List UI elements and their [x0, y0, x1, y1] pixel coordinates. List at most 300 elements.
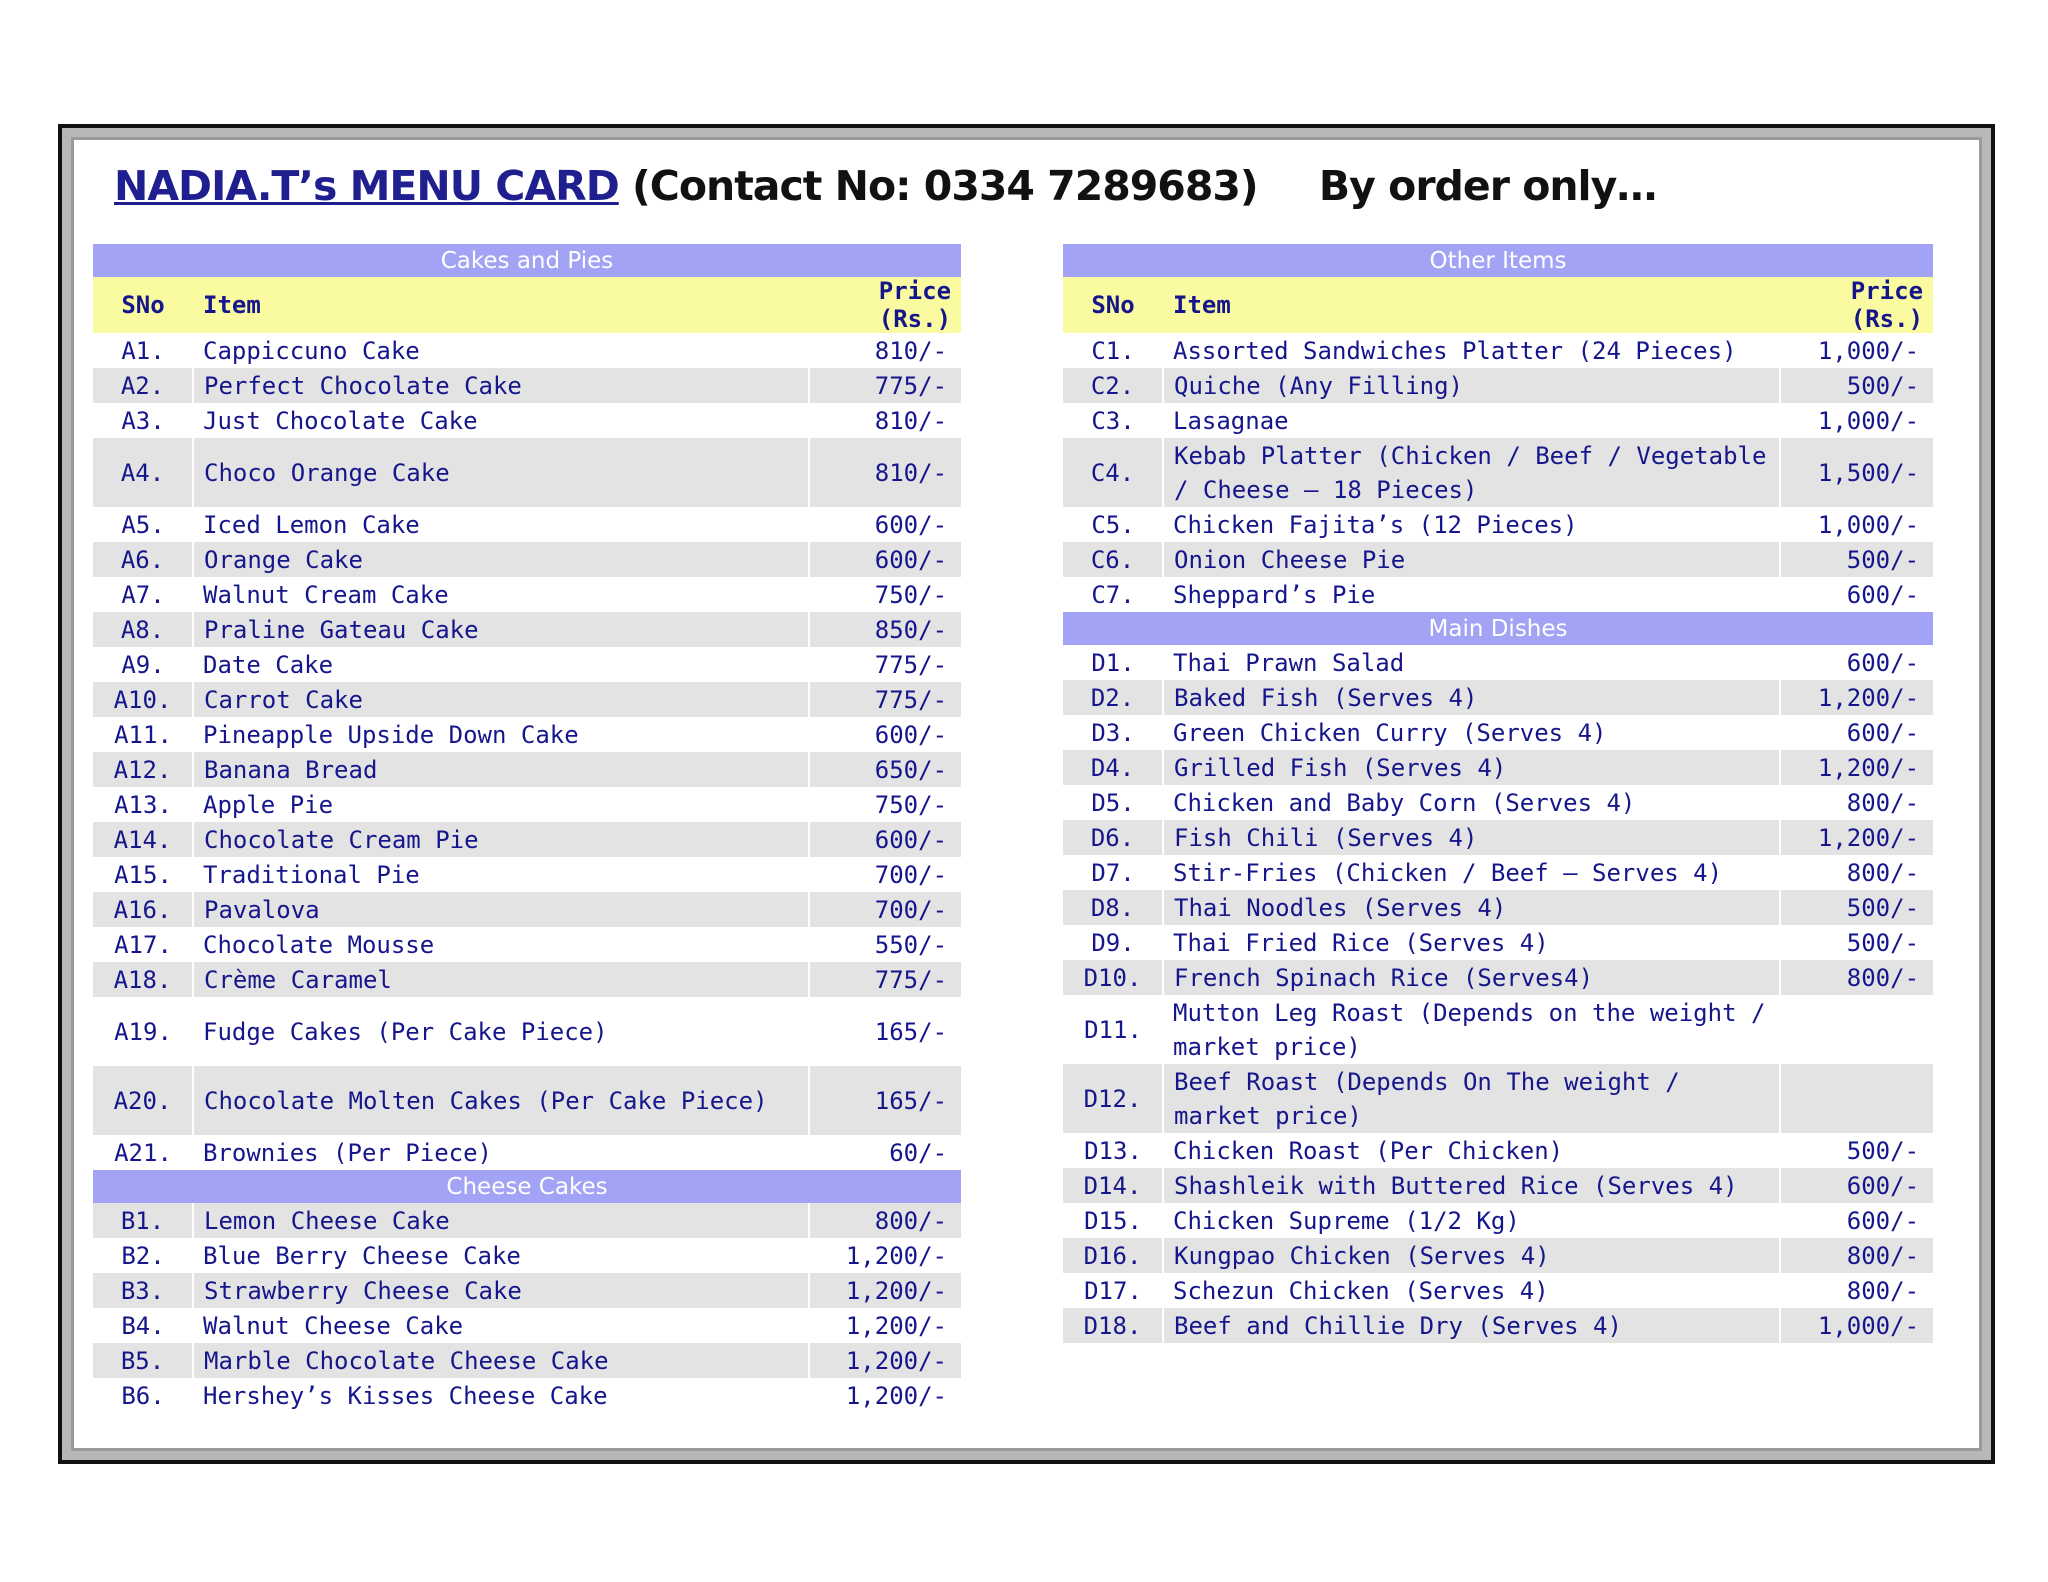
menu-row: [1063, 333, 1933, 368]
right-menu-table: [1063, 244, 1933, 1343]
item-sno-text: A16.: [113, 895, 172, 924]
menu-card: [71, 137, 1982, 1451]
item-sno: [93, 1308, 193, 1343]
menu-row: [1063, 403, 1933, 438]
item-name: [193, 612, 809, 647]
item-sno: [1063, 1203, 1163, 1238]
item-price: [809, 403, 961, 438]
menu-row: [1063, 1203, 1933, 1238]
item-price-text: 600/-: [1846, 718, 1920, 747]
item-price-text: 1,500/-: [1817, 458, 1920, 487]
item-sno-text: C1.: [1091, 336, 1135, 365]
item-price: [1780, 925, 1933, 960]
menu-row: [1063, 368, 1933, 403]
item-sno-text: A8.: [120, 615, 165, 644]
menu-row: [93, 1135, 961, 1170]
item-sno-text: D4.: [1090, 753, 1135, 782]
item-name: [193, 1308, 809, 1343]
contact-number: (Contact No: 0334 7289683): [632, 162, 1258, 210]
item-sno-text: A2.: [120, 371, 165, 400]
item-name-text: Crème Caramel: [204, 965, 392, 994]
menu-row: [93, 612, 961, 647]
column-header-item: Item: [193, 277, 809, 333]
item-sno-text: A15.: [114, 860, 172, 889]
item-price-text: 550/-: [874, 930, 948, 959]
item-name-text: Apple Pie: [203, 790, 334, 819]
item-price: [1780, 680, 1933, 715]
item-name: [193, 682, 809, 717]
item-name: [193, 1135, 809, 1170]
item-name-text: Chicken and Baby Corn (Serves 4): [1173, 788, 1636, 817]
item-price-text: 775/-: [874, 650, 948, 679]
item-price: [809, 927, 961, 962]
item-price-text: 810/-: [874, 458, 948, 487]
menu-row: [93, 1203, 961, 1238]
item-name-text: Pavalova: [204, 895, 320, 924]
item-name-text: Chicken Supreme (1/2 Kg): [1173, 1206, 1520, 1235]
item-name-text: Chicken Fajita’s (12 Pieces): [1173, 510, 1578, 539]
item-sno-text: A6.: [120, 545, 165, 574]
item-sno: [93, 403, 193, 438]
menu-card-frame: [58, 124, 1995, 1464]
item-price: [809, 1066, 961, 1135]
item-sno-text: A17.: [114, 930, 172, 959]
item-sno-text: D7.: [1091, 858, 1135, 887]
item-name-text: Chicken Roast (Per Chicken): [1173, 1136, 1564, 1165]
item-name: [1163, 542, 1780, 577]
item-sno-text: D14.: [1083, 1171, 1142, 1200]
menu-row: [93, 1066, 961, 1135]
item-name: [1163, 403, 1780, 438]
item-price: [1780, 855, 1933, 890]
item-name-text: Lemon Cheese Cake: [204, 1206, 450, 1235]
item-sno: [1063, 1168, 1163, 1203]
item-name: [193, 717, 809, 752]
item-sno: [1063, 577, 1163, 612]
item-name-text: Perfect Chocolate Cake: [204, 371, 522, 400]
item-name: [1163, 368, 1780, 403]
menu-row: [93, 857, 961, 892]
item-price: [1780, 368, 1933, 403]
item-name: [1163, 577, 1780, 612]
item-price: [1780, 577, 1933, 612]
item-name-text: Chocolate Cream Pie: [204, 825, 479, 854]
item-price-text: 750/-: [874, 580, 948, 609]
menu-row: [1063, 507, 1933, 542]
item-name: [1163, 1273, 1780, 1308]
item-price: [809, 1378, 961, 1413]
item-price-text: 1,000/-: [1817, 510, 1920, 539]
item-name-text: Onion Cheese Pie: [1174, 545, 1406, 574]
item-sno-text: A19.: [114, 1017, 172, 1046]
menu-row: [1063, 1273, 1933, 1308]
item-price-text: 810/-: [874, 406, 948, 435]
item-sno: [1063, 750, 1163, 785]
section-title: Cheese Cakes: [93, 1170, 961, 1203]
item-name-text: Walnut Cheese Cake: [203, 1311, 464, 1340]
item-sno: [1063, 333, 1163, 368]
item-price: [809, 822, 961, 857]
menu-row: [93, 333, 961, 368]
item-price-text: 1,200/-: [1817, 753, 1920, 782]
item-name-text: Traditional Pie: [203, 860, 420, 889]
item-name-text: Beef and Chillie Dry (Serves 4): [1174, 1311, 1622, 1340]
item-name-text: Blue Berry Cheese Cake: [203, 1241, 521, 1270]
item-sno-text: D6.: [1090, 823, 1135, 852]
menu-row: [1063, 577, 1933, 612]
item-price: [809, 1343, 961, 1378]
item-sno-text: A4.: [120, 458, 165, 487]
item-price: [809, 787, 961, 822]
menu-row: [93, 647, 961, 682]
item-price-text: 700/-: [874, 895, 948, 924]
menu-row: [1063, 680, 1933, 715]
menu-row: [1063, 925, 1933, 960]
item-sno: [93, 577, 193, 612]
item-price-text: 60/-: [889, 1138, 948, 1167]
menu-row: [93, 1238, 961, 1273]
item-sno-text: D9.: [1091, 928, 1135, 957]
item-name: [193, 368, 809, 403]
column-header-row: [93, 277, 961, 333]
item-price-text: 1,200/-: [845, 1276, 948, 1305]
item-name-text: Lasagnae: [1173, 406, 1289, 435]
item-price: [1780, 1203, 1933, 1238]
menu-row: [1063, 715, 1933, 750]
item-price-text: 500/-: [1846, 545, 1920, 574]
item-sno: [93, 997, 193, 1066]
item-sno-text: A1.: [121, 336, 165, 365]
item-name-text: Hershey’s Kisses Cheese Cake: [203, 1381, 608, 1410]
item-price-text: 500/-: [1846, 1136, 1920, 1165]
item-name-text: French Spinach Rice (Serves4): [1174, 963, 1594, 992]
item-sno: [93, 752, 193, 787]
item-name-text: Green Chicken Curry (Serves 4): [1173, 718, 1607, 747]
item-name: [1163, 995, 1780, 1064]
item-name-text: Fish Chili (Serves 4): [1174, 823, 1478, 852]
item-price-text: 775/-: [874, 685, 948, 714]
item-name: [1163, 785, 1780, 820]
item-sno: [1063, 995, 1163, 1064]
item-name: [1163, 855, 1780, 890]
item-price: [809, 542, 961, 577]
item-name: [193, 1343, 809, 1378]
item-sno: [93, 1343, 193, 1378]
item-name-text: Assorted Sandwiches Platter (24 Pieces): [1173, 336, 1737, 365]
item-price-text: 1,200/-: [1817, 823, 1920, 852]
column-header-sno: SNo: [1063, 277, 1163, 333]
menu-row: [93, 892, 961, 927]
item-sno: [1063, 1273, 1163, 1308]
item-sno: [93, 647, 193, 682]
item-price-text: 1,000/-: [1817, 336, 1920, 365]
menu-row: [1063, 1064, 1933, 1133]
item-name: [193, 542, 809, 577]
item-name: [193, 857, 809, 892]
order-note: By order only…: [1318, 162, 1657, 210]
item-name: [1163, 715, 1780, 750]
item-sno-text: D16.: [1083, 1241, 1142, 1270]
item-sno-text: C4.: [1090, 458, 1135, 487]
item-price-text: 1,200/-: [845, 1381, 948, 1410]
item-name: [1163, 645, 1780, 680]
item-name-text: Banana Bread: [204, 755, 378, 784]
item-name-text: Kebab Platter (Chicken / Beef / Vegetable / Cheese – 18 Pieces): [1174, 441, 1767, 504]
item-sno: [1063, 645, 1163, 680]
item-price: [809, 1203, 961, 1238]
item-price: [809, 1308, 961, 1343]
item-price-text: 600/-: [874, 510, 948, 539]
item-price-text: 775/-: [874, 965, 948, 994]
menu-row: [1063, 960, 1933, 995]
item-price-text: 600/-: [1846, 580, 1920, 609]
item-name: [193, 1238, 809, 1273]
item-name: [193, 1378, 809, 1413]
menu-row: [1063, 785, 1933, 820]
item-price-text: 800/-: [1846, 1241, 1920, 1270]
item-price: [1780, 750, 1933, 785]
item-sno-text: B1.: [120, 1206, 165, 1235]
item-sno: [93, 1238, 193, 1273]
item-price: [1780, 1308, 1933, 1343]
item-name-text: Date Cake: [203, 650, 334, 679]
item-sno: [1063, 680, 1163, 715]
item-sno-text: A10.: [113, 685, 172, 714]
item-name: [193, 403, 809, 438]
column-header-row: [1063, 277, 1933, 333]
item-sno: [93, 857, 193, 892]
item-price-text: 775/-: [874, 371, 948, 400]
item-name-text: Sheppard’s Pie: [1173, 580, 1376, 609]
menu-row: [93, 507, 961, 542]
item-price-text: 850/-: [874, 615, 948, 644]
item-price: [1780, 1064, 1933, 1133]
item-price-text: 700/-: [874, 860, 948, 889]
item-name: [1163, 507, 1780, 542]
item-price-text: 750/-: [874, 790, 948, 819]
item-sno: [93, 1203, 193, 1238]
item-name-text: Grilled Fish (Serves 4): [1174, 753, 1507, 782]
menu-row: [93, 997, 961, 1066]
item-sno: [93, 927, 193, 962]
item-price: [809, 752, 961, 787]
item-price: [1780, 1168, 1933, 1203]
item-sno: [93, 612, 193, 647]
item-price-text: 165/-: [874, 1086, 948, 1115]
item-name-text: Thai Fried Rice (Serves 4): [1173, 928, 1549, 957]
item-price: [809, 507, 961, 542]
section-title: Other Items: [1063, 244, 1933, 277]
page-title: [114, 162, 1656, 210]
item-price: [1780, 507, 1933, 542]
item-sno: [93, 507, 193, 542]
menu-row: [93, 438, 961, 507]
item-name: [193, 333, 809, 368]
item-name: [1163, 750, 1780, 785]
item-sno: [93, 822, 193, 857]
item-price-text: 800/-: [1846, 858, 1920, 887]
item-name: [193, 577, 809, 612]
item-sno: [1063, 785, 1163, 820]
item-price-text: 600/-: [874, 720, 948, 749]
item-name: [1163, 680, 1780, 715]
menu-row: [1063, 855, 1933, 890]
item-name: [1163, 820, 1780, 855]
item-sno: [93, 368, 193, 403]
item-price: [1780, 1133, 1933, 1168]
item-price-text: 810/-: [874, 336, 948, 365]
item-sno: [1063, 403, 1163, 438]
item-price-text: 800/-: [1846, 1276, 1920, 1305]
item-name-text: Baked Fish (Serves 4): [1174, 683, 1478, 712]
item-price-text: 800/-: [1846, 963, 1920, 992]
item-name: [193, 962, 809, 997]
item-sno: [1063, 1064, 1163, 1133]
section-cakes-and-pies: [93, 244, 961, 277]
item-name: [1163, 890, 1780, 925]
item-price-text: 165/-: [874, 1017, 948, 1046]
menu-row: [1063, 820, 1933, 855]
item-sno: [93, 1273, 193, 1308]
item-name-text: Pineapple Upside Down Cake: [203, 720, 579, 749]
item-price-text: 1,200/-: [845, 1241, 948, 1270]
item-sno-text: A13.: [114, 790, 172, 819]
item-sno-text: D8.: [1090, 893, 1135, 922]
item-price-text: 1,200/-: [845, 1311, 948, 1340]
menu-row: [93, 927, 961, 962]
item-sno-text: A20.: [113, 1086, 172, 1115]
item-price: [809, 682, 961, 717]
item-name-text: Cappiccuno Cake: [203, 336, 420, 365]
item-price: [1780, 820, 1933, 855]
menu-row: [93, 682, 961, 717]
item-name-text: Brownies (Per Piece): [203, 1138, 492, 1167]
item-name: [1163, 438, 1780, 507]
item-price: [1780, 1273, 1933, 1308]
item-name-text: Shashleik with Buttered Rice (Serves 4): [1174, 1171, 1738, 1200]
item-name: [1163, 1308, 1780, 1343]
item-sno-text: D5.: [1091, 788, 1135, 817]
menu-row: [1063, 1308, 1933, 1343]
item-price-text: 1,000/-: [1817, 1311, 1920, 1340]
menu-row: [93, 962, 961, 997]
item-name-text: Orange Cake: [204, 545, 363, 574]
menu-row: [1063, 1238, 1933, 1273]
item-sno-text: A5.: [121, 510, 165, 539]
menu-row: [93, 822, 961, 857]
item-price-text: 600/-: [874, 825, 948, 854]
item-sno: [93, 438, 193, 507]
menu-row: [1063, 542, 1933, 577]
item-price: [809, 1238, 961, 1273]
item-name: [1163, 1168, 1780, 1203]
item-price-text: 600/-: [1846, 648, 1920, 677]
item-price-text: 650/-: [874, 755, 948, 784]
item-price: [1780, 542, 1933, 577]
menu-row: [1063, 1168, 1933, 1203]
item-name: [193, 1273, 809, 1308]
item-sno-text: D3.: [1091, 718, 1135, 747]
item-sno-text: B5.: [120, 1346, 165, 1375]
section-cheese-cakes: [93, 1170, 961, 1203]
item-name: [1163, 333, 1780, 368]
item-price: [1780, 1238, 1933, 1273]
item-price: [1780, 403, 1933, 438]
menu-row: [93, 1378, 961, 1413]
item-name: [193, 752, 809, 787]
item-sno: [1063, 507, 1163, 542]
item-name: [193, 438, 809, 507]
item-sno-text: B6.: [121, 1381, 165, 1410]
item-price: [809, 1273, 961, 1308]
item-price: [1780, 715, 1933, 750]
item-name-text: Quiche (Any Filling): [1174, 371, 1463, 400]
item-sno-text: A7.: [121, 580, 165, 609]
item-name: [1163, 1064, 1780, 1133]
item-name-text: Marble Chocolate Cheese Cake: [204, 1346, 609, 1375]
item-price: [809, 368, 961, 403]
item-sno-text: B4.: [121, 1311, 165, 1340]
item-price: [809, 997, 961, 1066]
item-name-text: Walnut Cream Cake: [203, 580, 449, 609]
item-sno-text: C3.: [1091, 406, 1135, 435]
item-sno-text: D17.: [1084, 1276, 1142, 1305]
item-sno: [93, 1378, 193, 1413]
item-name-text: Chocolate Mousse: [203, 930, 435, 959]
item-name-text: Carrot Cake: [204, 685, 363, 714]
item-price: [1780, 438, 1933, 507]
item-sno: [1063, 960, 1163, 995]
item-sno: [1063, 1308, 1163, 1343]
menu-row: [93, 787, 961, 822]
item-sno-text: C5.: [1091, 510, 1135, 539]
item-name-text: Thai Noodles (Serves 4): [1174, 893, 1507, 922]
item-sno: [93, 962, 193, 997]
item-name: [193, 927, 809, 962]
column-header-sno: SNo: [93, 277, 193, 333]
item-sno: [1063, 925, 1163, 960]
item-price-text: 600/-: [874, 545, 948, 574]
item-name-text: Chocolate Molten Cakes (Per Cake Piece): [204, 1086, 768, 1115]
column-header-price: Price (Rs.): [809, 277, 961, 333]
item-name: [1163, 1203, 1780, 1238]
item-sno: [1063, 1238, 1163, 1273]
item-name: [193, 892, 809, 927]
item-name: [193, 1066, 809, 1135]
section-other-items: [1063, 244, 1933, 277]
menu-row: [1063, 890, 1933, 925]
item-sno-text: D15.: [1084, 1206, 1142, 1235]
item-name-text: Fudge Cakes (Per Cake Piece): [203, 1017, 608, 1046]
section-main-dishes: [1063, 612, 1933, 645]
item-sno: [1063, 1133, 1163, 1168]
item-sno: [1063, 542, 1163, 577]
item-price-text: 800/-: [1846, 788, 1920, 817]
item-sno-text: A12.: [113, 755, 172, 784]
item-sno: [93, 682, 193, 717]
menu-row: [93, 368, 961, 403]
item-name-text: Iced Lemon Cake: [203, 510, 420, 539]
left-menu-table: [93, 244, 961, 1413]
item-name-text: Praline Gateau Cake: [204, 615, 479, 644]
item-name: [1163, 925, 1780, 960]
item-sno: [93, 787, 193, 822]
item-sno: [1063, 820, 1163, 855]
menu-row: [93, 1308, 961, 1343]
item-name-text: Schezun Chicken (Serves 4): [1173, 1276, 1549, 1305]
item-name-text: Thai Prawn Salad: [1173, 648, 1405, 677]
menu-row: [1063, 1133, 1933, 1168]
